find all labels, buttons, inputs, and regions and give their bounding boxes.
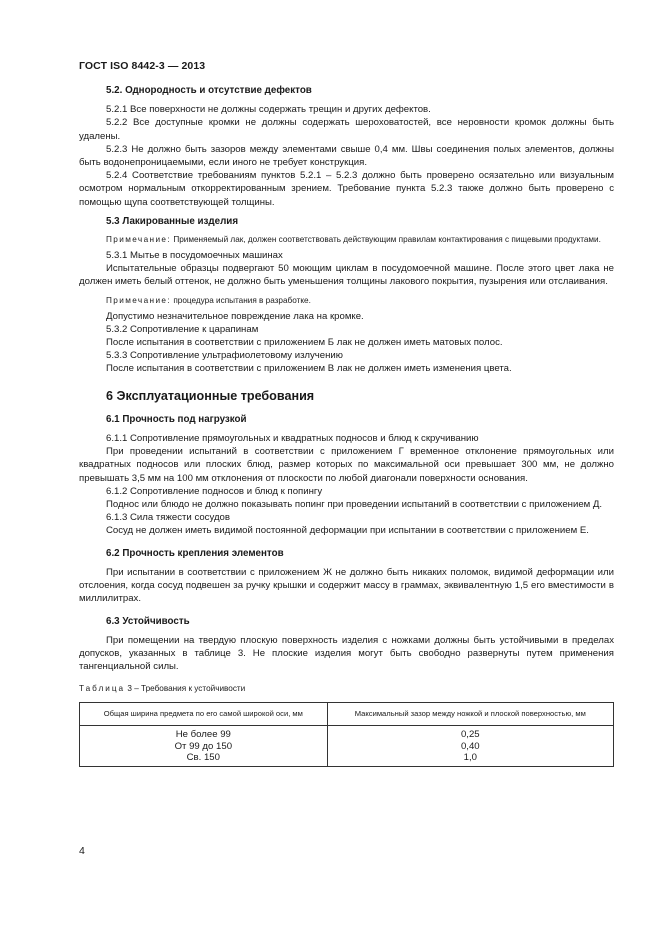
section-heading-5-2: 5.2. Однородность и отсутствие дефектов xyxy=(106,85,312,96)
paragraph-5-3-3: После испытания в соответствии с приложением В лак не должен иметь изменения цвета. xyxy=(106,363,512,375)
stability-table xyxy=(79,702,614,767)
table-caption-text: 3 – Требования к устойчивости xyxy=(125,684,246,694)
paragraph-6-2: При испытании в соответствии с приложением Ж не должно быть никаких поломок, видимой деформации или отслоения, когда сосуд подвешен за ручку крышки и содержит массу в граммах, эквивалентную 1,5 его вместимости в миллилитрах. xyxy=(79,566,614,605)
paragraph-5-2-3: 5.2.3 Не должно быть зазоров между элементами свыше 0,4 мм. Швы соединения полых элементов, должны быть водонепроницаемыми, если иного не требует конструкция. xyxy=(79,143,614,169)
paragraph-5-3-2-title: 5.3.2 Сопротивление к царапинам xyxy=(106,323,259,335)
table-cell-gaps xyxy=(327,726,613,767)
table-caption xyxy=(79,682,614,695)
table-cell: 0,25 xyxy=(460,729,480,741)
note-label: Примечание: xyxy=(106,235,172,245)
page-content xyxy=(79,84,614,767)
paragraph-5-2-1: 5.2.1 Все поверхности не должны содержать трещин и других дефектов. xyxy=(106,104,431,116)
chapter-heading-6: 6 Эксплуатационные требования xyxy=(106,388,315,403)
paragraph-6-1-1: При проведении испытаний в соответствии с приложением Г временное отклонение прямоугольных или квадратных подносов или плоских блюд, размер которых по максимальной оси превышает 300 мм, не должно превышать 3,5 мм на 100 мм отклонения от плоскости по любой диагонали поверхности основания. xyxy=(79,446,614,484)
paragraph-6-1-1-title: 6.1.1 Сопротивление прямоугольных и квадратных подносов и блюд к скручиванию xyxy=(106,433,479,445)
table-cell: Св. 150 xyxy=(186,752,220,764)
section-heading-6-2: 6.2 Прочность крепления элементов xyxy=(106,547,284,559)
document-header: ГОСТ ISO 8442-3 — 2013 xyxy=(79,60,206,72)
paragraph-6-1-2-title: 6.1.2 Сопротивление подносов и блюд к попингу xyxy=(106,485,323,497)
paragraph-6-1-3-title: 6.1.3 Сила тяжести сосудов xyxy=(106,512,230,524)
paragraph-5-3-2: После испытания в соответствии с приложением Б лак не должен иметь матовых полос. xyxy=(106,337,503,349)
note-text: процедура испытания в разработке. xyxy=(171,295,311,305)
table-cell: 0,40 xyxy=(460,740,480,752)
table-header-row xyxy=(80,702,614,726)
table-cell-widths xyxy=(80,726,328,767)
note-2 xyxy=(79,295,614,306)
paragraph-5-2-4: 5.2.4 Соответствие требованиям пунктов 5.2.1 – 5.2.3 должно быть проверено осязательно или визуальным осмотром нормальным откорректированным зрением. Требование пункта 5.2.3 также должно быть проверено с помощью щупа соответствующей толщины. xyxy=(79,170,614,208)
paragraph-5-3-1: Испытательные образцы подвергают 50 моющим циклам в посудомоечной машине. После этого цвет лака не должен иметь белый оттенок, не должно быть уменьшения толщины лакового покрытия, пузырения или отслаивания. xyxy=(79,263,614,288)
note-1 xyxy=(79,234,614,245)
table-cell: 1,0 xyxy=(463,752,477,764)
paragraph-5-3-1-title: 5.3.1 Мытье в посудомоечных машинах xyxy=(106,250,283,262)
table-caption-label: Таблица xyxy=(79,684,126,694)
table-cell: Не более 99 xyxy=(175,729,231,741)
paragraph-6-3: При помещении на твердую плоскую поверхность изделия с ножками должны быть устойчивыми в пределах допусков, указанных в таблице 3. Не плоские изделия могут быть свободно развернуты путем применения тангенциальной силы. xyxy=(79,634,614,673)
paragraph-5-3-3-title: 5.3.3 Сопротивление ультрафиолетовому излучению xyxy=(106,350,343,362)
paragraph-6-1-3: Сосуд не должен иметь видимой постоянной деформации при испытании в соответствии с приложением Е. xyxy=(106,525,589,537)
paragraph-5-2-2: 5.2.2 Все доступные кромки не должны содержать шероховатостей, все неровности кромок должны быть удалены. xyxy=(79,117,614,142)
note-text: Применяемый лак, должен соответствовать действующим правилам контактирования с пищевыми продуктами. xyxy=(171,235,601,245)
table-header-width: Общая ширина предмета по его самой широкой оси, мм xyxy=(80,702,328,726)
table-header-gap: Максимальный зазор между ножкой и плоской поверхностью, мм xyxy=(327,702,613,726)
paragraph-6-1-2: Поднос или блюдо не должно показывать попинг при проведении испытаний в соответствии с приложением Д. xyxy=(106,499,603,511)
section-heading-6-3: 6.3 Устойчивость xyxy=(106,615,190,627)
table-cell: От 99 до 150 xyxy=(174,740,233,752)
paragraph-lacquer-edge: Допустимо незначительное повреждение лака на кромке. xyxy=(106,310,364,322)
section-heading-5-3: 5.3 Лакированные изделия xyxy=(106,215,239,227)
table-row xyxy=(80,726,614,767)
page-number: 4 xyxy=(79,845,85,857)
note-label: Примечание: xyxy=(106,295,172,305)
section-heading-6-1: 6.1 Прочность под нагрузкой xyxy=(106,413,247,425)
